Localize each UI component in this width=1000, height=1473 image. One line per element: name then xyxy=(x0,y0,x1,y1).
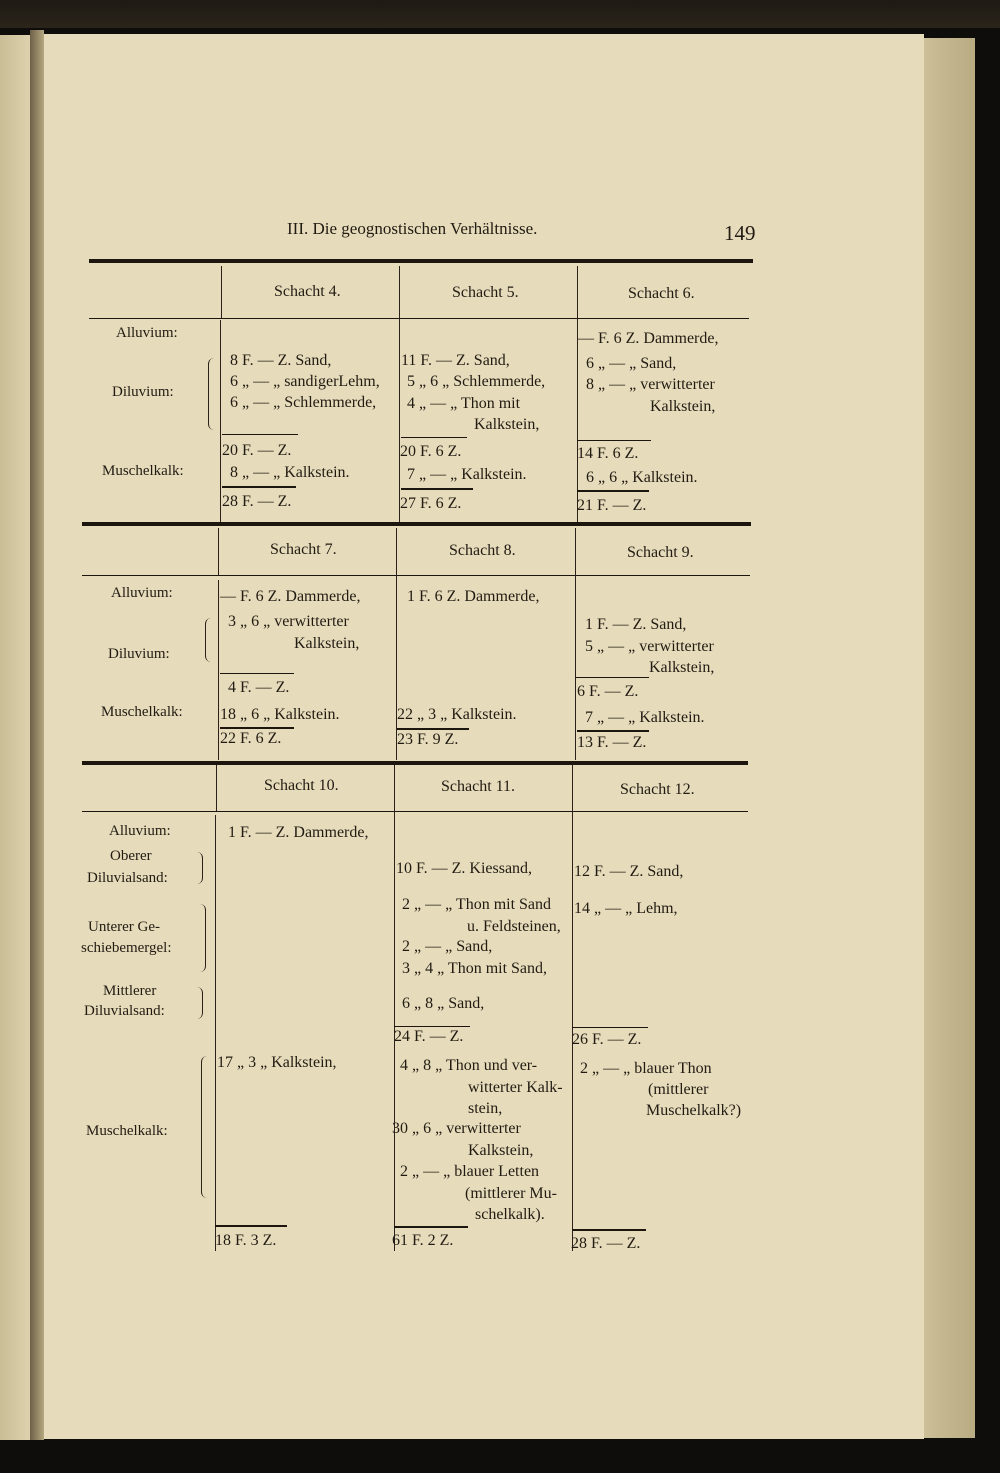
table3-row-label: Diluvialsand: xyxy=(87,870,168,886)
table3-divider xyxy=(572,765,573,1251)
table3-col3-line: 14 „ — „ Lehm, xyxy=(574,900,678,917)
table2-col1-line: — F. 6 Z. Dammerde, xyxy=(220,588,361,605)
table1-row-label: Muschelkalk: xyxy=(102,463,184,479)
table3-col2-line: 24 F. — Z. xyxy=(394,1028,464,1045)
table1-col2-line: 20 F. 6 Z. xyxy=(400,443,462,460)
table1-col3-line: 14 F. 6 Z. xyxy=(577,445,639,462)
table3-row-label: Oberer xyxy=(110,848,152,864)
table2-col1-line: 18 „ 6 „ Kalkstein. xyxy=(220,706,340,723)
table1-col2-line: 4 „ — „ Thon mit xyxy=(407,395,521,412)
table2-col3-line: 7 „ — „ Kalkstein. xyxy=(585,709,705,726)
table3-col3-line: Muschelkalk?) xyxy=(646,1102,742,1119)
table1-col3-line: 8 „ — „ verwitterter xyxy=(586,376,715,393)
table3-col2-line: 30 „ 6 „ verwitterter xyxy=(392,1120,521,1137)
table3-col2-line: 4 „ 8 „ Thon und ver- xyxy=(400,1057,538,1074)
table3-row-label: Unterer Ge- xyxy=(88,919,161,935)
table1-col3-line: 6 „ 6 „ Kalkstein. xyxy=(586,469,698,486)
table3-col2-line: u. Feldsteinen, xyxy=(467,918,561,935)
table2-col1-line: Kalkstein, xyxy=(294,635,360,652)
table3-col3-line: 12 F. — Z. Sand, xyxy=(574,863,684,880)
table3-header-rule xyxy=(82,811,748,812)
sum-rule xyxy=(401,488,473,490)
table1-col2-line: 5 „ 6 „ Schlemmerde, xyxy=(407,373,546,390)
table2-col3-line: 1 F. — Z. Sand, xyxy=(585,616,687,633)
sum-rule xyxy=(397,728,469,730)
table1-top-rule xyxy=(89,259,753,263)
sum-rule xyxy=(222,486,296,488)
table1-col1-line: 28 F. — Z. xyxy=(222,493,292,510)
table1-column-header: Schacht 5. xyxy=(452,284,519,301)
sum-rule xyxy=(577,440,651,441)
table3-col2-line: 61 F. 2 Z. xyxy=(392,1232,454,1249)
table3-row-label: Alluvium: xyxy=(109,823,171,839)
table2-row-label: Alluvium: xyxy=(111,585,173,601)
sum-rule xyxy=(220,673,294,674)
table1-col2-line: 11 F. — Z. Sand, xyxy=(401,352,510,369)
table3-col2-line: 6 „ 8 „ Sand, xyxy=(402,995,485,1012)
table1-col2-line: 7 „ — „ Kalkstein. xyxy=(407,466,527,483)
table3-row-label: Muschelkalk: xyxy=(86,1123,168,1139)
table2-divider xyxy=(218,580,219,760)
brace xyxy=(197,987,203,1019)
table3-col2-line: schelkalk). xyxy=(475,1206,545,1223)
table1-column-header: Schacht 6. xyxy=(628,285,695,302)
table3-col2-line: witterter Kalk- xyxy=(468,1079,563,1096)
sum-rule xyxy=(572,1027,648,1028)
table1-col2-line: 27 F. 6 Z. xyxy=(400,495,462,512)
table3-column-header: Schacht 12. xyxy=(620,781,695,798)
table3-divider xyxy=(215,815,216,1251)
sum-rule xyxy=(222,434,298,435)
table3-col2-line: 10 F. — Z. Kiessand, xyxy=(396,860,533,877)
sum-rule xyxy=(394,1226,468,1228)
table1-col3-line: — F. 6 Z. Dammerde, xyxy=(578,330,719,347)
table3-row-label: Mittlerer xyxy=(103,983,157,999)
table2-col2-line: 23 F. 9 Z. xyxy=(397,731,459,748)
table2-col1-line: 22 F. 6 Z. xyxy=(220,730,282,747)
table3-col3-line: 26 F. — Z. xyxy=(572,1031,642,1048)
table3-column-header: Schacht 11. xyxy=(441,778,516,795)
table2-row-label: Muschelkalk: xyxy=(101,704,183,720)
sum-rule xyxy=(577,490,649,492)
table3-col3-line: 2 „ — „ blauer Thon xyxy=(580,1060,712,1077)
table2-col2-line: 22 „ 3 „ Kalkstein. xyxy=(397,706,517,723)
table2-col3-line: 13 F. — Z. xyxy=(577,734,647,751)
table3-col3-line: (mittlerer xyxy=(648,1081,709,1098)
table3-col2-line: 2 „ — „ Thon mit Sand xyxy=(402,896,552,913)
table1-col1-line: 6 „ — „ sandigerLehm, xyxy=(230,373,380,390)
table1-col1-line: 6 „ — „ Schlemmerde, xyxy=(230,394,377,411)
book-gutter xyxy=(30,30,44,1440)
page-number: 149 xyxy=(724,221,756,245)
table1-row-label: Alluvium: xyxy=(116,325,178,341)
table2-top-rule xyxy=(82,522,751,526)
brace xyxy=(205,618,211,662)
table2-column-header: Schacht 8. xyxy=(449,542,516,559)
table1-col1-line: 8 „ — „ Kalkstein. xyxy=(230,464,350,481)
book-edge xyxy=(0,0,1000,28)
sum-rule xyxy=(572,1229,646,1231)
table2-col3-line: Kalkstein, xyxy=(649,659,715,676)
table1-row-label: Diluvium: xyxy=(112,384,174,400)
table3-col2-line: 2 „ — „ Sand, xyxy=(402,938,493,955)
table3-divider xyxy=(394,765,395,1251)
table2-divider xyxy=(218,528,219,575)
table3-col1-line: 18 F. 3 Z. xyxy=(215,1232,277,1249)
brace xyxy=(208,358,214,430)
table1-col3-line: Kalkstein, xyxy=(650,398,716,415)
table2-col3-line: 6 F. — Z. xyxy=(577,683,639,700)
table1-col1-line: 20 F. — Z. xyxy=(222,442,292,459)
table3-col1-line: 17 „ 3 „ Kalkstein, xyxy=(217,1054,337,1071)
table2-row-label: Diluvium: xyxy=(108,646,170,662)
previous-page-edge xyxy=(0,35,30,1440)
table2-divider xyxy=(575,528,576,760)
table1-col3-line: 21 F. — Z. xyxy=(577,497,647,514)
table2-header-rule xyxy=(82,575,750,576)
table1-column-header: Schacht 4. xyxy=(274,283,341,300)
table2-col3-line: 5 „ — „ verwitterter xyxy=(585,638,714,655)
sum-rule xyxy=(401,437,467,438)
sum-rule xyxy=(394,1026,470,1027)
running-header: III. Die geognostischen Verhältnisse. xyxy=(287,219,538,238)
table3-top-rule xyxy=(82,761,748,765)
table1-col3-line: 6 „ — „ Sand, xyxy=(586,355,677,372)
table1-col1-line: 8 F. — Z. Sand, xyxy=(230,352,332,369)
table3-col2-line: 3 „ 4 „ Thon mit Sand, xyxy=(402,960,548,977)
table3-col2-line: (mittlerer Mu- xyxy=(465,1185,557,1202)
brace xyxy=(200,904,206,972)
sum-rule xyxy=(575,677,649,678)
table3-row-label: Diluvialsand: xyxy=(84,1003,165,1019)
table1-divider xyxy=(220,320,221,522)
brace xyxy=(201,1056,207,1198)
table3-divider xyxy=(216,765,217,811)
table3-column-header: Schacht 10. xyxy=(264,777,339,794)
table3-col1-line: 1 F. — Z. Dammerde, xyxy=(228,824,369,841)
sum-rule xyxy=(577,730,649,732)
table3-col3-line: 28 F. — Z. xyxy=(571,1235,641,1252)
sum-rule xyxy=(220,727,294,729)
table1-divider xyxy=(221,266,222,318)
table3-row-label: schiebemergel: xyxy=(81,940,172,956)
table1-col2-line: Kalkstein, xyxy=(474,416,540,433)
table2-col2-line: 1 F. 6 Z. Dammerde, xyxy=(407,588,540,605)
table1-header-rule xyxy=(89,318,749,319)
table3-col2-line: Kalkstein, xyxy=(468,1142,534,1159)
brace xyxy=(197,852,203,884)
table1-divider xyxy=(577,266,578,522)
book-page xyxy=(44,34,924,1439)
table2-col1-line: 4 F. — Z. xyxy=(228,679,290,696)
table2-divider xyxy=(396,528,397,760)
sum-rule xyxy=(215,1225,287,1227)
table1-divider xyxy=(399,266,400,522)
table3-col2-line: stein, xyxy=(468,1100,503,1117)
table2-column-header: Schacht 9. xyxy=(627,544,694,561)
table3-col2-line: 2 „ — „ blauer Letten xyxy=(400,1163,540,1180)
table2-column-header: Schacht 7. xyxy=(270,541,337,558)
table2-col1-line: 3 „ 6 „ verwitterter xyxy=(228,613,349,630)
